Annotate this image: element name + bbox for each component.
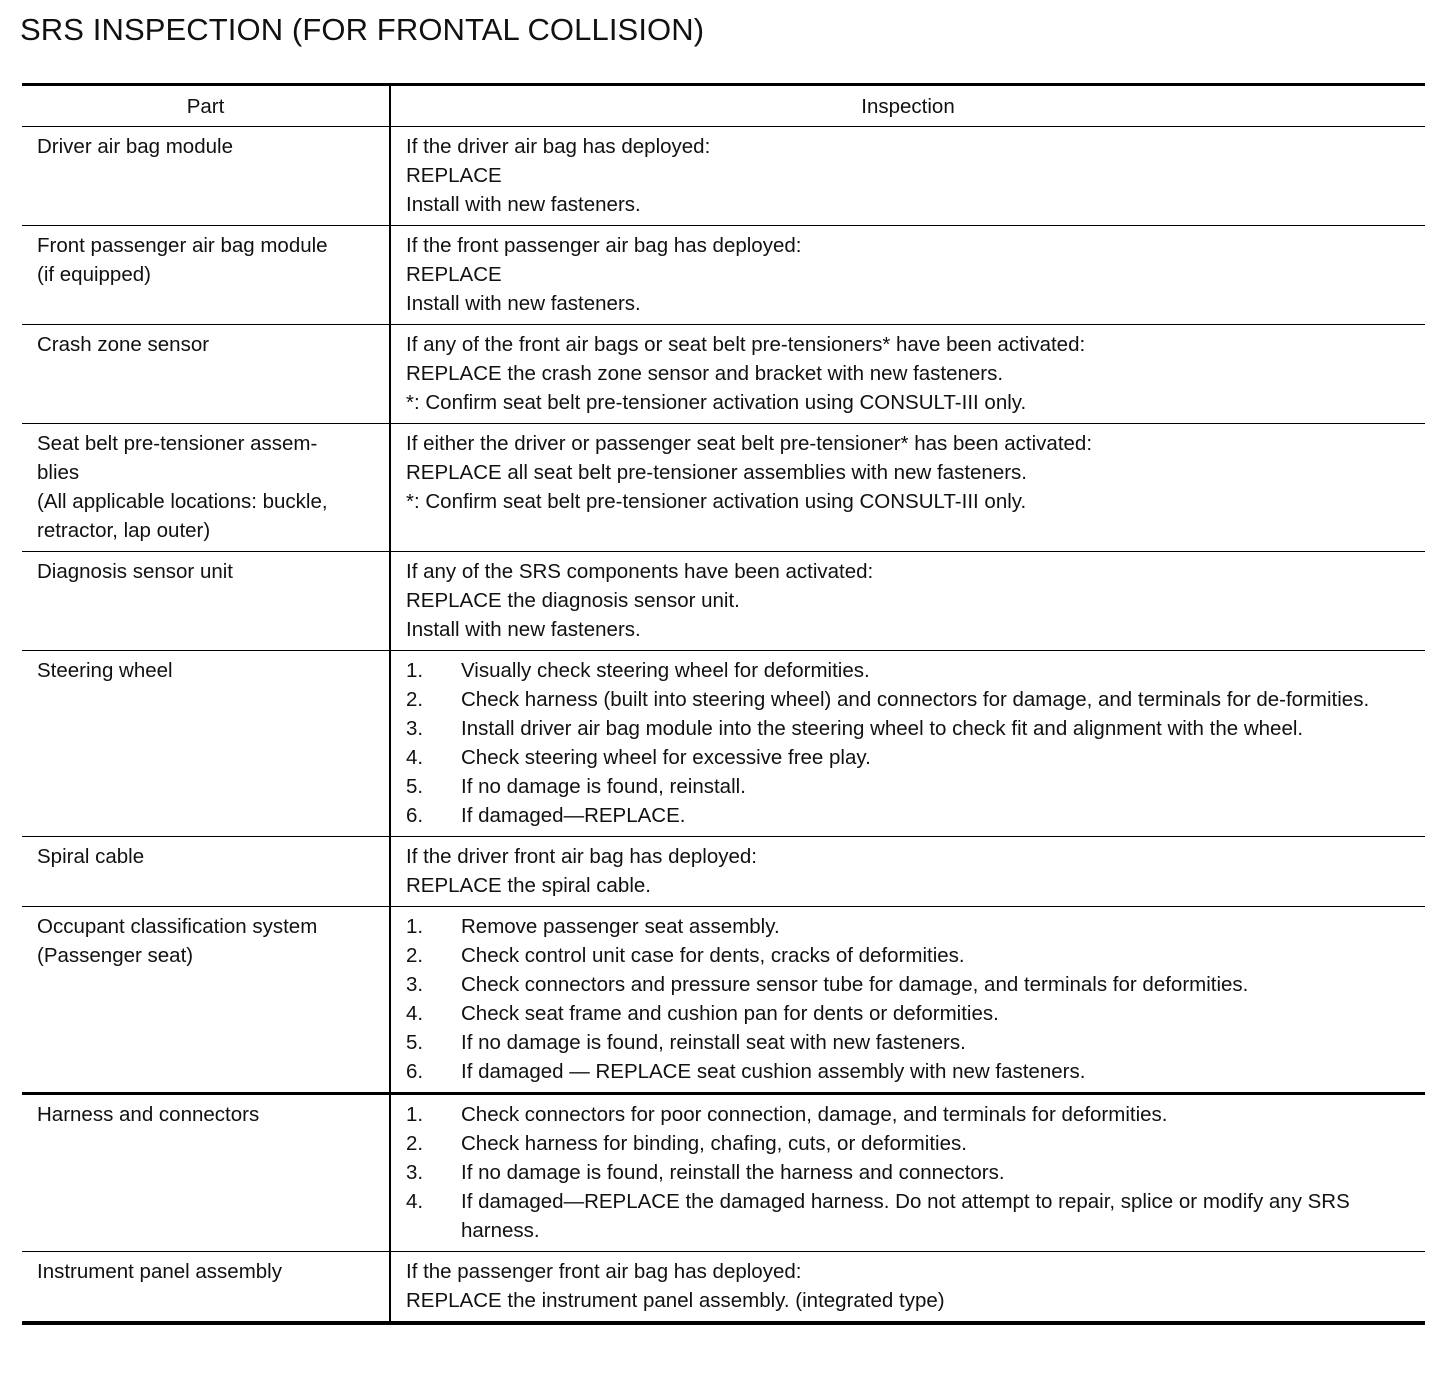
inspection-cell: [390, 127, 1425, 226]
inspection-text: REPLACE the instrument panel assembly. (integrated type): [406, 1289, 945, 1312]
step-text: Check control unit case for dents, cracks of deformities.: [461, 944, 965, 967]
step-text: If no damage is found, reinstall the harness and connectors.: [461, 1161, 1005, 1184]
table-row: [22, 325, 1425, 424]
list-item: [406, 1187, 1417, 1245]
table-header-row: [22, 85, 1425, 127]
step-number: 1.: [406, 915, 424, 938]
step-text: Check seat frame and cushion pan for dents or deformities.: [461, 1002, 999, 1025]
part-text: retractor, lap outer): [37, 519, 211, 542]
inspection-text: If any of the SRS components have been activated:: [406, 560, 874, 583]
part-cell: [22, 226, 390, 325]
part-text: blies: [37, 461, 80, 484]
part-text: Seat belt pre-tensioner assem-: [37, 432, 318, 455]
inspection-text: REPLACE: [406, 164, 502, 187]
step-text: If no damage is found, reinstall.: [461, 775, 746, 798]
list-item: [406, 714, 1417, 743]
step-text: Install driver air bag module into the steering wheel to check fit and alignment with the wheel.: [461, 717, 1304, 740]
inspection-text: *: Confirm seat belt pre-tensioner activation using CONSULT-III only.: [406, 490, 1027, 513]
table-row: [22, 226, 1425, 325]
part-cell: [22, 552, 390, 651]
inspection-text: REPLACE the spiral cable.: [406, 874, 651, 897]
inspection-cell: [390, 651, 1425, 837]
step-list: [406, 656, 1417, 830]
part-cell: [22, 127, 390, 226]
part-text: Spiral cable: [37, 845, 145, 868]
part-text: (Passenger seat): [37, 944, 194, 967]
part-cell: [22, 1252, 390, 1324]
step-text: Remove passenger seat assembly.: [461, 915, 780, 938]
column-header-inspection: Inspection: [390, 85, 1425, 127]
inspection-text: REPLACE the crash zone sensor and bracket with new fasteners.: [406, 362, 1004, 385]
list-item: [406, 656, 1417, 685]
step-number: 1.: [406, 1103, 424, 1126]
step-text: Check harness (built into steering wheel) and connectors for damage, and terminals for de-formities.: [461, 688, 1370, 711]
inspection-cell: [390, 1094, 1425, 1252]
step-number: 6.: [406, 804, 424, 827]
inspection-text: REPLACE the diagnosis sensor unit.: [406, 589, 740, 612]
list-item: [406, 970, 1417, 999]
step-number: 4.: [406, 1190, 424, 1213]
step-number: 5.: [406, 775, 424, 798]
part-text: Driver air bag module: [37, 135, 233, 158]
inspection-text: If the passenger front air bag has deployed:: [406, 1260, 802, 1283]
list-item: [406, 1100, 1417, 1129]
list-item: [406, 772, 1417, 801]
table-row: [22, 424, 1425, 552]
part-cell: [22, 651, 390, 837]
list-item: [406, 1057, 1417, 1086]
part-text: Front passenger air bag module: [37, 234, 328, 257]
inspection-text: If the driver air bag has deployed:: [406, 135, 711, 158]
step-number: 3.: [406, 973, 424, 996]
step-number: 2.: [406, 1132, 424, 1155]
step-text: Check steering wheel for excessive free play.: [461, 746, 871, 769]
table-row: [22, 1094, 1425, 1252]
step-text: If no damage is found, reinstall seat with new fasteners.: [461, 1031, 966, 1054]
table-row: [22, 651, 1425, 837]
list-item: [406, 1158, 1417, 1187]
list-item: [406, 912, 1417, 941]
inspection-text: Install with new fasteners.: [406, 292, 641, 315]
step-list: [406, 1100, 1417, 1245]
step-number: 2.: [406, 944, 424, 967]
inspection-cell: [390, 837, 1425, 907]
step-text: If damaged—REPLACE the damaged harness. Do not attempt to repair, splice or modify any SRS harness.: [461, 1190, 1350, 1242]
step-number: 4.: [406, 746, 424, 769]
step-number: 3.: [406, 717, 424, 740]
step-number: 4.: [406, 1002, 424, 1025]
table-row: [22, 907, 1425, 1094]
table-row: [22, 552, 1425, 651]
inspection-text: If any of the front air bags or seat belt pre-tensioners* have been activated:: [406, 333, 1086, 356]
inspection-text: If the driver front air bag has deployed:: [406, 845, 757, 868]
step-text: Visually check steering wheel for deformities.: [461, 659, 870, 682]
part-cell: [22, 837, 390, 907]
part-text: Crash zone sensor: [37, 333, 210, 356]
part-cell: [22, 907, 390, 1094]
step-text: If damaged — REPLACE seat cushion assembly with new fasteners.: [461, 1060, 1086, 1083]
inspection-text: REPLACE all seat belt pre-tensioner assemblies with new fasteners.: [406, 461, 1027, 484]
part-cell: [22, 325, 390, 424]
part-text: Occupant classification system: [37, 915, 318, 938]
part-text: Harness and connectors: [37, 1103, 260, 1126]
column-header-part: Part: [22, 85, 390, 127]
step-number: 5.: [406, 1031, 424, 1054]
page-title: SRS INSPECTION (FOR FRONTAL COLLISION): [20, 12, 705, 47]
inspection-cell: [390, 226, 1425, 325]
inspection-table: [22, 83, 1425, 1325]
step-list: [406, 912, 1417, 1086]
inspection-cell: [390, 1252, 1425, 1324]
list-item: [406, 743, 1417, 772]
list-item: [406, 801, 1417, 830]
part-text: Diagnosis sensor unit: [37, 560, 233, 583]
part-text: (if equipped): [37, 263, 151, 286]
part-text: Instrument panel assembly: [37, 1260, 282, 1283]
inspection-cell: [390, 907, 1425, 1094]
step-number: 1.: [406, 659, 424, 682]
step-text: Check harness for binding, chafing, cuts, or deformities.: [461, 1132, 967, 1155]
step-number: 3.: [406, 1161, 424, 1184]
list-item: [406, 685, 1417, 714]
inspection-text: REPLACE: [406, 263, 502, 286]
inspection-cell: [390, 552, 1425, 651]
step-text: Check connectors and pressure sensor tube for damage, and terminals for deformities.: [461, 973, 1249, 996]
inspection-text: If the front passenger air bag has deployed:: [406, 234, 802, 257]
list-item: [406, 999, 1417, 1028]
inspection-cell: [390, 424, 1425, 552]
inspection-text: Install with new fasteners.: [406, 618, 641, 641]
inspection-text: If either the driver or passenger seat belt pre-tensioner* has been activated:: [406, 432, 1093, 455]
list-item: [406, 1028, 1417, 1057]
step-number: 6.: [406, 1060, 424, 1083]
list-item: [406, 941, 1417, 970]
inspection-cell: [390, 325, 1425, 424]
part-cell: [22, 424, 390, 552]
table-row: [22, 127, 1425, 226]
part-cell: [22, 1094, 390, 1252]
step-text: Check connectors for poor connection, damage, and terminals for deformities.: [461, 1103, 1168, 1126]
inspection-text: Install with new fasteners.: [406, 193, 641, 216]
list-item: [406, 1129, 1417, 1158]
table-row: [22, 837, 1425, 907]
part-text: Steering wheel: [37, 659, 173, 682]
part-text: (All applicable locations: buckle,: [37, 490, 328, 513]
table-row: [22, 1252, 1425, 1324]
inspection-text: *: Confirm seat belt pre-tensioner activation using CONSULT-III only.: [406, 391, 1027, 414]
step-number: 2.: [406, 688, 424, 711]
step-text: If damaged—REPLACE.: [461, 804, 686, 827]
